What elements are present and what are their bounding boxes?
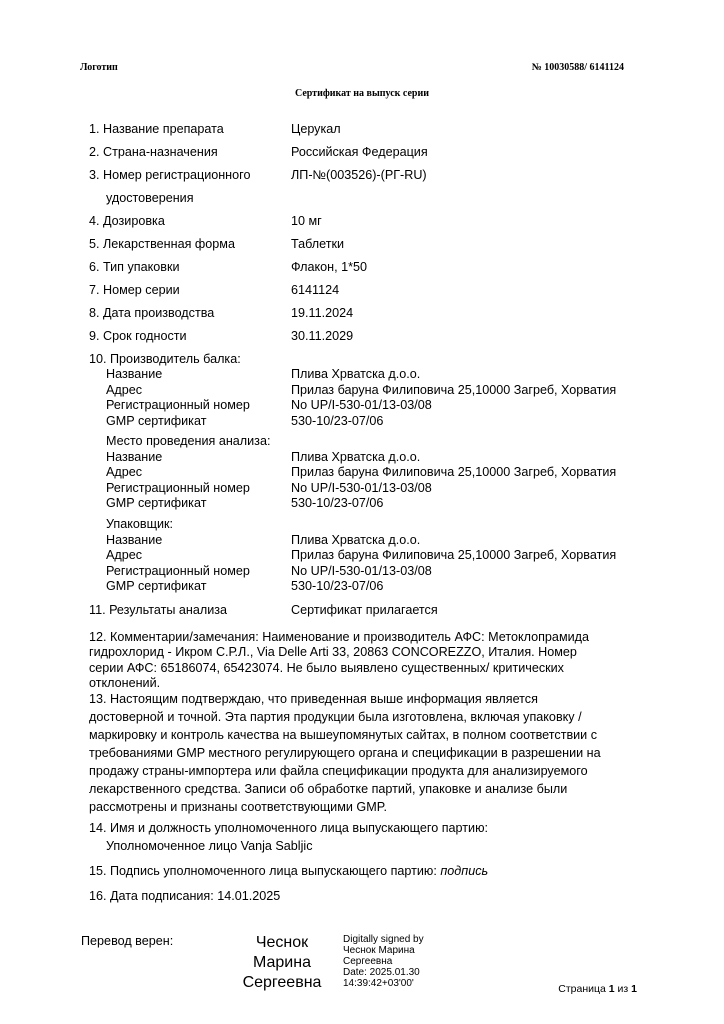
document-number: № 10030588/ 6141124 (531, 62, 624, 73)
digital-signature-line-1: Digitally signed by (343, 934, 424, 945)
item-2-value: Российская Федерация (291, 145, 428, 159)
analysis-address-label: Адрес (106, 465, 143, 479)
page-current: 1 (608, 983, 615, 995)
digital-signature-line-3: Сергеевна (343, 956, 393, 967)
digital-signature-line-5: 14:39:42+03'00' (343, 978, 414, 989)
page-prefix: Страница (558, 983, 609, 995)
item-1-value: Церукал (291, 122, 341, 136)
signing-date: 16. Дата подписания: 14.01.2025 (89, 889, 281, 903)
manufacturer-address-label: Адрес (106, 383, 143, 397)
digital-signature-line-4: Date: 2025.01.30 (343, 967, 420, 978)
logo-placeholder: Логотип (80, 62, 118, 73)
analysis-reg-value: No UP/I-530-01/13-03/08 (291, 481, 432, 495)
comments-line-2: гидрохлорид - Икром С.Р.Л., Via Delle Arti 33, 20863 CONCOREZZO, Италия. Номер (89, 645, 577, 659)
document-title: Сертификат на выпуск серии (294, 88, 430, 99)
translation-label: Перевод верен: (81, 934, 174, 948)
translator-name-line-2: Марина (253, 954, 311, 971)
packer-name-label: Название (106, 533, 163, 547)
analysis-reg-label: Регистрационный номер (106, 481, 250, 495)
packer-gmp-label: GMP сертификат (106, 579, 207, 593)
item-7-value: 6141124 (291, 283, 340, 297)
page-number (558, 983, 637, 995)
analysis-name-label: Название (106, 450, 163, 464)
item-4-value: 10 мг (291, 214, 322, 228)
authorized-value: Уполномоченное лицо Vanja Sabljic (106, 839, 313, 853)
item-1-label: 1. Название препарата (89, 122, 224, 136)
confirmation-line-6: лекарственного средства. Записи об обработке партий, упаковке и анализе были (89, 782, 568, 796)
item-4-label: 4. Дозировка (89, 214, 165, 228)
manufacturer-gmp-label: GMP сертификат (106, 414, 207, 428)
manufacturer-gmp-value: 530-10/23-07/06 (291, 414, 384, 428)
comments-line-4: отклонений. (89, 676, 161, 690)
packer-address-label: Адрес (106, 548, 143, 562)
item-9-label: 9. Срок годности (89, 329, 187, 343)
item-3-label: 3. Номер регистрационного (89, 168, 251, 182)
item-3-value: ЛП-№(003526)-(РГ-RU) (291, 168, 427, 182)
item-5-label: 5. Лекарственная форма (89, 237, 235, 251)
manufacturer-address-value: Прилаз баруна Филиповича 25,10000 Загреб, Хорватия (291, 383, 617, 397)
comments-line-3: серии АФС: 65186074, 65423074. Не было выявлено существенных/ критических (89, 661, 564, 675)
analysis-address-value: Прилаз баруна Филиповича 25,10000 Загреб, Хорватия (291, 465, 617, 479)
analysis-site-heading: Место проведения анализа: (106, 434, 271, 448)
packer-reg-value: No UP/I-530-01/13-03/08 (291, 564, 432, 578)
signature-value: подпись (440, 864, 489, 878)
signature-label: 15. Подпись уполномоченного лица выпускающего партию: (89, 864, 441, 878)
confirmation-line-2: достоверной и точной. Эта партия продукции была изготовлена, включая упаковку / (89, 710, 582, 724)
packer-address-value: Прилаз баруна Филиповича 25,10000 Загреб, Хорватия (291, 548, 617, 562)
manufacturer-heading: 10. Производитель балка: (89, 352, 241, 366)
authorized-label: 14. Имя и должность уполномоченного лица выпускающего партию: (89, 821, 489, 835)
item-3-label-cont: удостоверения (106, 191, 194, 205)
item-8-value: 19.11.2024 (291, 306, 354, 320)
manufacturer-name-value: Плива Хрватска д.о.о. (291, 367, 421, 381)
results-value: Сертификат прилагается (291, 603, 438, 617)
analysis-gmp-value: 530-10/23-07/06 (291, 496, 384, 510)
signature-line (89, 864, 488, 879)
item-7-label: 7. Номер серии (89, 283, 180, 297)
item-6-value: Флакон, 1*50 (291, 260, 368, 274)
packer-gmp-value: 530-10/23-07/06 (291, 579, 384, 593)
packer-reg-label: Регистрационный номер (106, 564, 250, 578)
page-total: 1 (631, 983, 637, 995)
confirmation-line-1: 13. Настоящим подтверждаю, что приведенная выше информация является (89, 692, 538, 706)
comments-line-1: 12. Комментарии/замечания: Наименование и производитель АФС: Метоклопрамида (89, 630, 589, 644)
digital-signature-line-2: Чеснок Марина (343, 945, 415, 956)
analysis-gmp-label: GMP сертификат (106, 496, 207, 510)
packer-name-value: Плива Хрватска д.о.о. (291, 533, 421, 547)
item-9-value: 30.11.2029 (291, 329, 354, 343)
item-6-label: 6. Тип упаковки (89, 260, 180, 274)
manufacturer-name-label: Название (106, 367, 163, 381)
translator-name-line-3: Сергеевна (242, 974, 322, 991)
manufacturer-reg-label: Регистрационный номер (106, 398, 250, 412)
analysis-name-value: Плива Хрватска д.о.о. (291, 450, 421, 464)
confirmation-line-5: продажу страны-импортера или файла спецификации продукта для анализируемого (89, 764, 588, 778)
page-mid: из (614, 983, 632, 995)
results-label: 11. Результаты анализа (89, 603, 228, 617)
manufacturer-reg-value: No UP/I-530-01/13-03/08 (291, 398, 432, 412)
translator-name-line-1: Чеснок (255, 934, 309, 951)
packer-heading: Упаковщик: (106, 517, 174, 531)
confirmation-line-3: маркировку и контроль качества на вышеупомянутых сайтах, в полном соответствии с (89, 728, 598, 742)
item-2-label: 2. Страна-назначения (89, 145, 218, 159)
item-8-label: 8. Дата производства (89, 306, 215, 320)
item-5-value: Таблетки (291, 237, 345, 251)
confirmation-line-4: требованиями GMP местного регулирующего органа и спецификации в разрешении на (89, 746, 601, 760)
confirmation-line-7: рассмотрены и признаны соответствующими GMP. (89, 800, 387, 814)
